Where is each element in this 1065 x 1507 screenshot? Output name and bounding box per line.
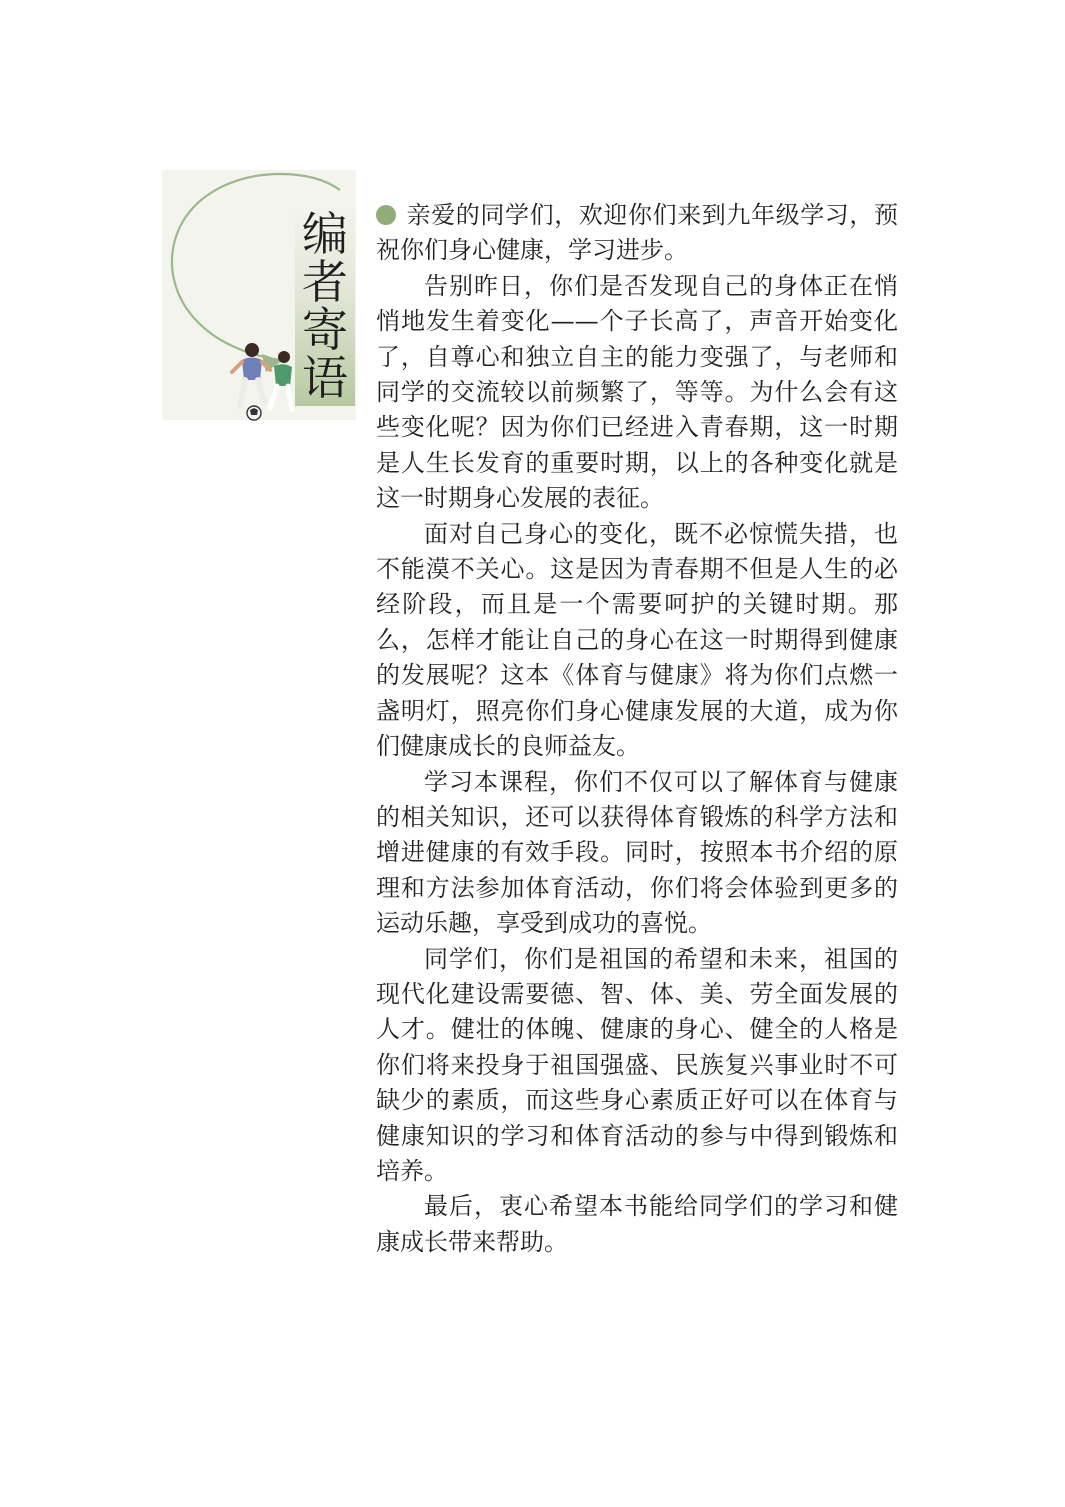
title-char: 语 [302,351,348,405]
letter-body [376,198,898,1260]
bullet-dot-icon [376,205,396,225]
paragraph: 最后，衷心希望本书能给同学们的学习和健康成长带来帮助。 [376,1192,898,1256]
title-char: 者 [302,255,348,309]
section-title [297,207,353,405]
paragraph: 学习本课程，你们不仅可以了解体育与健康的相关知识，还可以获得体育锻炼的科学方法和增进健康的有效手段。同时，按照本书介绍的原理和方法参加体育活动，你们将会体验到更多的运动乐趣，享受到成功的喜悦。 [376,767,898,938]
soccer-players-icon [228,336,304,422]
paragraph-text: 亲爱的同学们，欢迎你们来到九年级学习，预祝你们身心健康，学习进步。 [376,201,898,265]
paragraph [376,198,898,269]
paragraph: 告别昨日，你们是否发现自己的身体正在悄悄地发生着变化——个子长高了，声音开始变化了，自尊心和独立自主的能力变强了，与老师和同学的交流较以前频繁了，等等。为什么会有这些变化呢？因为你们已经进入青春期，这一时期是人生长发育的重要时期，以上的各种变化就是这一时期身心发展的表征。 [376,271,898,513]
paragraph: 同学们，你们是祖国的希望和未来，祖国的现代化建设需要德、智、体、美、劳全面发展的人才。健壮的体魄、健康的身心、健全的人格是你们将来投身于祖国强盛、民族复兴事业时不可缺少的素质，而这些身心素质正好可以在体育与健康知识的学习和体育活动的参与中得到锻炼和培养。 [376,944,898,1185]
title-char: 编 [302,207,348,261]
title-char: 寄 [302,303,348,357]
paragraph: 面对自己身心的变化，既不必惊慌失措，也不能漠不关心。这是因为青春期不但是人生的必经阶段，而且是一个需要呵护的关键时期。那么，怎样才能让自己的身心在这一时期得到健康的发展呢？这本《体育与健康》将为你们点燃一盏明灯，照亮你们身心健康发展的大道，成为你们健康成长的良师益友。 [376,519,898,761]
